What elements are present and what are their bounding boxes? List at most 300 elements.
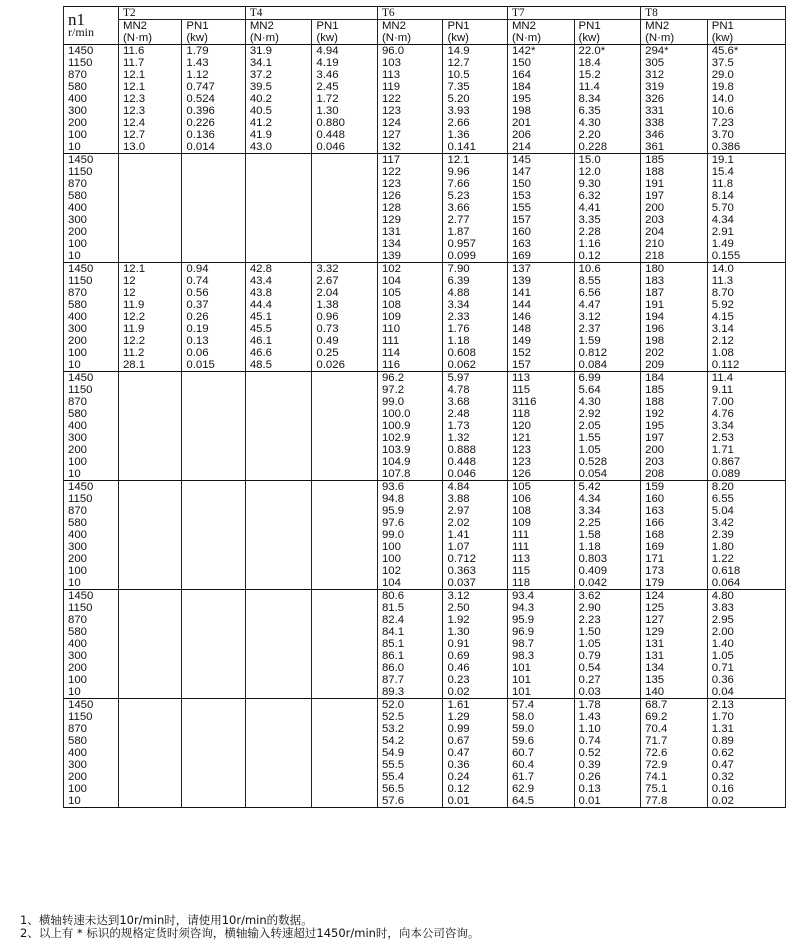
torque-cell <box>245 202 312 214</box>
torque-cell <box>118 723 181 735</box>
power-cell <box>182 602 245 614</box>
torque-cell <box>245 577 312 590</box>
torque-cell: 12 <box>118 275 181 287</box>
table-row <box>64 178 786 190</box>
torque-cell: 104.9 <box>377 456 443 468</box>
power-cell: 45.6* <box>707 45 785 58</box>
torque-cell: 197 <box>641 190 708 202</box>
torque-cell: 157 <box>507 359 574 372</box>
torque-cell: 144 <box>507 299 574 311</box>
torque-header-unit: (N·m) <box>511 32 542 44</box>
table-row <box>64 747 786 759</box>
power-cell <box>182 747 245 759</box>
power-cell <box>182 432 245 444</box>
speed-cell: 400 <box>64 420 119 432</box>
torque-header <box>377 20 443 45</box>
torque-header-unit: (N·m) <box>122 32 153 44</box>
torque-cell: 40.2 <box>245 93 312 105</box>
power-cell: 0.36 <box>443 759 507 771</box>
speed-cell: 100 <box>64 674 119 686</box>
model-header-t7: T7 <box>507 7 640 20</box>
power-cell: 2.53 <box>707 432 785 444</box>
power-cell: 0.47 <box>443 747 507 759</box>
power-cell <box>312 662 378 674</box>
power-cell: 0.363 <box>443 565 507 577</box>
torque-cell: 54.2 <box>377 735 443 747</box>
torque-header <box>118 20 181 45</box>
torque-cell: 11.9 <box>118 323 181 335</box>
power-cell: 9.11 <box>707 384 785 396</box>
torque-cell: 55.5 <box>377 759 443 771</box>
torque-cell: 95.9 <box>377 505 443 517</box>
torque-cell: 361 <box>641 141 708 154</box>
torque-cell: 169 <box>507 250 574 263</box>
power-cell: 0.71 <box>707 662 785 674</box>
power-cell <box>312 202 378 214</box>
power-cell: 0.448 <box>312 129 378 141</box>
table-row <box>64 359 786 372</box>
power-cell: 0.12 <box>574 250 641 263</box>
power-header-label: PN1 <box>316 20 339 32</box>
power-cell: 0.015 <box>182 359 245 372</box>
speed-cell: 100 <box>64 456 119 468</box>
torque-cell: 163 <box>641 505 708 517</box>
torque-cell: 68.7 <box>641 699 708 712</box>
table-row <box>64 190 786 202</box>
torque-cell <box>245 396 312 408</box>
power-cell: 2.90 <box>574 602 641 614</box>
torque-header-label: MN2 <box>645 20 670 32</box>
torque-cell: 105 <box>377 287 443 299</box>
power-cell <box>312 614 378 626</box>
torque-cell <box>118 481 181 494</box>
power-cell: 2.02 <box>443 517 507 529</box>
power-cell: 1.07 <box>443 541 507 553</box>
power-cell <box>182 723 245 735</box>
torque-cell: 218 <box>641 250 708 263</box>
power-cell: 19.1 <box>707 154 785 167</box>
power-cell <box>182 565 245 577</box>
torque-cell: 42.8 <box>245 263 312 276</box>
torque-cell <box>118 614 181 626</box>
torque-cell: 80.6 <box>377 590 443 603</box>
torque-cell: 192 <box>641 408 708 420</box>
torque-cell: 129 <box>641 626 708 638</box>
power-cell: 0.099 <box>443 250 507 263</box>
power-cell: 0.812 <box>574 347 641 359</box>
power-cell <box>312 468 378 481</box>
torque-cell: 86.1 <box>377 650 443 662</box>
power-cell: 0.62 <box>707 747 785 759</box>
power-cell: 15.2 <box>574 69 641 81</box>
torque-cell: 131 <box>377 226 443 238</box>
table-header <box>64 7 786 45</box>
table-row <box>64 323 786 335</box>
table-row <box>64 287 786 299</box>
speed-cell: 1150 <box>64 166 119 178</box>
power-cell: 2.97 <box>443 505 507 517</box>
power-cell <box>312 481 378 494</box>
table-row <box>64 347 786 359</box>
speed-cell: 10 <box>64 468 119 481</box>
table-row <box>64 517 786 529</box>
torque-cell: 187 <box>641 287 708 299</box>
power-cell: 2.25 <box>574 517 641 529</box>
speed-cell: 300 <box>64 541 119 553</box>
torque-cell: 319 <box>641 81 708 93</box>
power-cell: 1.12 <box>182 69 245 81</box>
power-cell: 0.01 <box>574 795 641 808</box>
speed-cell: 200 <box>64 662 119 674</box>
torque-cell: 183 <box>641 275 708 287</box>
torque-cell: 171 <box>641 553 708 565</box>
power-cell <box>182 577 245 590</box>
speed-cell: 400 <box>64 93 119 105</box>
power-cell <box>182 541 245 553</box>
power-cell: 2.39 <box>707 529 785 541</box>
power-cell <box>182 699 245 712</box>
power-cell: 1.55 <box>574 432 641 444</box>
power-cell <box>182 238 245 250</box>
torque-cell: 142* <box>507 45 574 58</box>
power-cell: 6.56 <box>574 287 641 299</box>
speed-cell: 1450 <box>64 154 119 167</box>
speed-cell: 200 <box>64 444 119 456</box>
torque-cell: 146 <box>507 311 574 323</box>
torque-cell <box>245 783 312 795</box>
table-row <box>64 263 786 276</box>
speed-header <box>64 7 119 45</box>
power-cell: 2.67 <box>312 275 378 287</box>
torque-cell <box>245 723 312 735</box>
table-row <box>64 335 786 347</box>
torque-cell: 52.5 <box>377 711 443 723</box>
torque-header-label: MN2 <box>381 20 406 32</box>
power-cell <box>182 214 245 226</box>
power-cell <box>182 372 245 385</box>
table-row <box>64 117 786 129</box>
power-cell: 3.88 <box>443 493 507 505</box>
power-cell: 0.046 <box>312 141 378 154</box>
power-cell: 0.25 <box>312 347 378 359</box>
torque-cell <box>118 662 181 674</box>
torque-cell: 96.2 <box>377 372 443 385</box>
speed-cell: 870 <box>64 178 119 190</box>
torque-cell: 57.6 <box>377 795 443 808</box>
power-cell: 0.155 <box>707 250 785 263</box>
speed-cell: 300 <box>64 105 119 117</box>
torque-cell: 185 <box>641 154 708 167</box>
table-row <box>64 456 786 468</box>
power-cell: 4.34 <box>707 214 785 226</box>
power-cell: 6.35 <box>574 105 641 117</box>
torque-cell: 101 <box>507 674 574 686</box>
torque-cell <box>118 795 181 808</box>
power-cell <box>312 783 378 795</box>
torque-cell: 150 <box>507 178 574 190</box>
torque-cell: 202 <box>641 347 708 359</box>
torque-cell <box>118 590 181 603</box>
torque-cell: 12.1 <box>118 69 181 81</box>
table-row <box>64 686 786 699</box>
torque-cell: 55.4 <box>377 771 443 783</box>
torque-cell: 123 <box>507 456 574 468</box>
torque-cell: 115 <box>507 384 574 396</box>
torque-cell <box>245 214 312 226</box>
speed-cell: 870 <box>64 505 119 517</box>
power-cell: 1.71 <box>707 444 785 456</box>
torque-cell: 12 <box>118 287 181 299</box>
torque-cell <box>245 602 312 614</box>
power-cell <box>312 759 378 771</box>
speed-cell: 400 <box>64 311 119 323</box>
speed-cell: 580 <box>64 626 119 638</box>
table-row <box>64 384 786 396</box>
torque-cell <box>118 505 181 517</box>
torque-header-unit: (N·m) <box>381 32 412 44</box>
torque-cell <box>245 178 312 190</box>
power-cell <box>312 735 378 747</box>
power-cell: 1.29 <box>443 711 507 723</box>
power-cell <box>312 444 378 456</box>
torque-cell: 60.4 <box>507 759 574 771</box>
table-row <box>64 614 786 626</box>
speed-cell: 1150 <box>64 57 119 69</box>
power-cell: 1.38 <box>312 299 378 311</box>
power-cell: 0.386 <box>707 141 785 154</box>
table-row <box>64 141 786 154</box>
power-cell: 0.448 <box>443 456 507 468</box>
speed-cell: 100 <box>64 129 119 141</box>
torque-cell <box>118 759 181 771</box>
power-cell: 0.888 <box>443 444 507 456</box>
power-cell: 1.59 <box>574 335 641 347</box>
torque-cell: 93.6 <box>377 481 443 494</box>
power-cell: 3.62 <box>574 590 641 603</box>
table-row <box>64 590 786 603</box>
power-cell: 1.92 <box>443 614 507 626</box>
torque-cell: 196 <box>641 323 708 335</box>
power-cell: 0.608 <box>443 347 507 359</box>
torque-cell: 121 <box>507 432 574 444</box>
torque-cell: 185 <box>641 384 708 396</box>
power-cell <box>312 456 378 468</box>
torque-cell: 101 <box>507 662 574 674</box>
power-cell: 0.867 <box>707 456 785 468</box>
torque-cell: 139 <box>507 275 574 287</box>
torque-cell: 105 <box>507 481 574 494</box>
torque-cell: 208 <box>641 468 708 481</box>
power-cell: 0.26 <box>182 311 245 323</box>
power-cell <box>182 590 245 603</box>
torque-cell <box>118 202 181 214</box>
torque-cell <box>118 577 181 590</box>
model-header-t2: T2 <box>118 7 245 20</box>
power-cell: 0.74 <box>182 275 245 287</box>
table-row <box>64 771 786 783</box>
power-cell <box>182 408 245 420</box>
power-cell: 7.66 <box>443 178 507 190</box>
torque-cell: 84.1 <box>377 626 443 638</box>
power-cell: 3.34 <box>443 299 507 311</box>
torque-cell: 113 <box>377 69 443 81</box>
torque-cell: 126 <box>377 190 443 202</box>
table-row <box>64 275 786 287</box>
table-row <box>64 468 786 481</box>
torque-cell: 69.2 <box>641 711 708 723</box>
torque-cell: 11.6 <box>118 45 181 58</box>
table-row <box>64 93 786 105</box>
power-cell: 4.78 <box>443 384 507 396</box>
speed-cell: 1450 <box>64 481 119 494</box>
torque-cell: 99.0 <box>377 396 443 408</box>
power-cell <box>312 541 378 553</box>
torque-cell: 168 <box>641 529 708 541</box>
torque-cell <box>245 771 312 783</box>
torque-cell: 115 <box>507 565 574 577</box>
power-cell: 0.67 <box>443 735 507 747</box>
power-cell: 0.74 <box>574 735 641 747</box>
power-cell: 15.0 <box>574 154 641 167</box>
torque-cell <box>118 783 181 795</box>
torque-cell: 200 <box>641 202 708 214</box>
torque-cell <box>245 408 312 420</box>
speed-cell: 100 <box>64 347 119 359</box>
torque-cell <box>118 214 181 226</box>
power-cell: 7.35 <box>443 81 507 93</box>
torque-cell <box>118 166 181 178</box>
power-cell: 0.99 <box>443 723 507 735</box>
power-cell: 0.16 <box>707 783 785 795</box>
torque-cell: 204 <box>641 226 708 238</box>
torque-cell <box>118 735 181 747</box>
table-row <box>64 250 786 263</box>
table-row <box>64 577 786 590</box>
speed-cell: 580 <box>64 517 119 529</box>
power-cell: 0.89 <box>707 735 785 747</box>
speed-cell: 100 <box>64 565 119 577</box>
power-cell: 2.91 <box>707 226 785 238</box>
speed-cell: 200 <box>64 117 119 129</box>
torque-cell: 53.2 <box>377 723 443 735</box>
speed-cell: 580 <box>64 81 119 93</box>
torque-cell <box>118 638 181 650</box>
speed-cell: 870 <box>64 396 119 408</box>
power-cell: 8.14 <box>707 190 785 202</box>
torque-cell: 140 <box>641 686 708 699</box>
power-cell <box>182 783 245 795</box>
power-cell: 0.957 <box>443 238 507 250</box>
table-row <box>64 299 786 311</box>
table-row <box>64 638 786 650</box>
torque-cell: 118 <box>507 577 574 590</box>
power-cell: 5.23 <box>443 190 507 202</box>
torque-cell <box>118 686 181 699</box>
power-cell: 0.36 <box>707 674 785 686</box>
power-cell <box>182 614 245 626</box>
power-cell: 19.8 <box>707 81 785 93</box>
torque-cell: 160 <box>641 493 708 505</box>
torque-cell: 94.3 <box>507 602 574 614</box>
power-cell <box>182 166 245 178</box>
torque-cell <box>118 565 181 577</box>
torque-cell: 99.0 <box>377 529 443 541</box>
torque-cell: 13.0 <box>118 141 181 154</box>
torque-header-label: MN2 <box>122 20 148 32</box>
power-cell <box>312 396 378 408</box>
torque-cell: 96.0 <box>377 45 443 58</box>
torque-cell: 98.3 <box>507 650 574 662</box>
power-cell: 2.50 <box>443 602 507 614</box>
torque-cell: 195 <box>507 93 574 105</box>
power-cell: 1.30 <box>443 626 507 638</box>
torque-cell <box>118 711 181 723</box>
table-row <box>64 311 786 323</box>
torque-cell <box>245 166 312 178</box>
speed-cell: 300 <box>64 432 119 444</box>
torque-cell <box>245 686 312 699</box>
torque-cell: 12.2 <box>118 335 181 347</box>
power-cell: 0.712 <box>443 553 507 565</box>
power-cell: 0.037 <box>443 577 507 590</box>
torque-cell: 74.1 <box>641 771 708 783</box>
speed-cell: 400 <box>64 638 119 650</box>
power-cell: 0.880 <box>312 117 378 129</box>
power-cell: 1.05 <box>574 444 641 456</box>
torque-cell: 12.3 <box>118 105 181 117</box>
speed-cell: 10 <box>64 795 119 808</box>
power-cell: 11.8 <box>707 178 785 190</box>
power-cell <box>182 759 245 771</box>
power-cell: 8.55 <box>574 275 641 287</box>
table-row <box>64 166 786 178</box>
torque-cell: 331 <box>641 105 708 117</box>
power-cell: 0.49 <box>312 335 378 347</box>
torque-cell: 191 <box>641 299 708 311</box>
power-cell: 1.43 <box>574 711 641 723</box>
power-cell <box>182 481 245 494</box>
torque-cell: 58.0 <box>507 711 574 723</box>
power-cell <box>182 250 245 263</box>
torque-cell: 46.1 <box>245 335 312 347</box>
power-cell <box>312 238 378 250</box>
power-cell: 2.95 <box>707 614 785 626</box>
power-cell: 11.4 <box>707 372 785 385</box>
power-cell: 1.16 <box>574 238 641 250</box>
torque-cell <box>118 408 181 420</box>
torque-cell <box>245 747 312 759</box>
torque-cell: 169 <box>641 541 708 553</box>
power-cell: 5.97 <box>443 372 507 385</box>
table-row <box>64 57 786 69</box>
power-cell: 0.042 <box>574 577 641 590</box>
power-cell <box>312 517 378 529</box>
power-cell: 5.42 <box>574 481 641 494</box>
torque-cell: 159 <box>641 481 708 494</box>
power-cell: 14.0 <box>707 93 785 105</box>
speed-cell: 1150 <box>64 384 119 396</box>
torque-cell <box>245 541 312 553</box>
table-row <box>64 723 786 735</box>
table-row <box>64 650 786 662</box>
torque-cell <box>118 226 181 238</box>
power-cell <box>312 795 378 808</box>
power-cell: 0.47 <box>707 759 785 771</box>
power-cell: 3.42 <box>707 517 785 529</box>
torque-cell: 43.8 <box>245 287 312 299</box>
power-cell: 2.92 <box>574 408 641 420</box>
table-row <box>64 154 786 167</box>
